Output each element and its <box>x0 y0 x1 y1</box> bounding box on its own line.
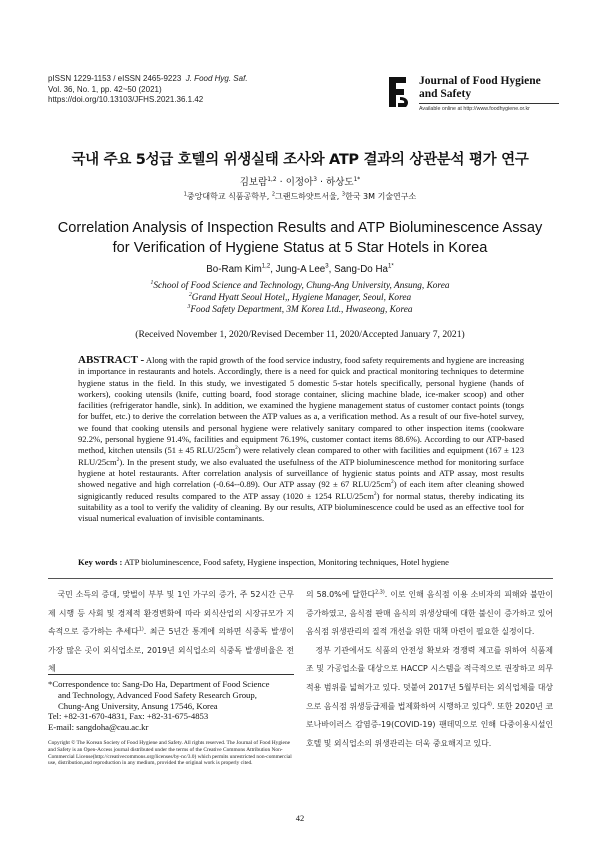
korean-affiliations: $^1$중앙대학교 식품공학부, $^2$그랜드하얏트서울, $^3$한국 3M 기술연구소 <box>183 191 417 201</box>
affiliation-3: $^3$Food Safety Department, 3M Korea Ltd., Hwaseong, Korea <box>187 303 413 315</box>
english-authors: Bo-Ram Kim$^{1,2}$, Jung-A Lee$^3$, Sang-Do $Ha^{1*}$ <box>206 263 394 275</box>
section-divider <box>48 578 553 579</box>
correspondence: *Correspondence to: Sang-Do Ha, Department of Food Science and Technology, Advanced Food Safety Research Group, Chung-Ang University, Ansung 17546, Korea Tel: +82-31-670-4831, Fax: +82-31-675-4853 E-mail: sangdoha@cau.ac.kr <box>48 679 294 733</box>
journal-logo <box>386 73 564 117</box>
journal-logo-icon <box>386 75 412 109</box>
doi-link[interactable]: https://doi.org/10.13103/JFHS.2021.36.1.42 <box>48 95 204 104</box>
korean-authors: 김보람$^{1,2}$ · 이정아$^3$ · 하상도$^{1*}$ <box>239 176 361 188</box>
issn: pISSN 1229-1153 / eISSN 2465-9223 <box>48 74 182 83</box>
korean-title: 국내 주요 5성급 호텔의 위생실태 조사와 ATP 결과의 상관분석 평가 연구 <box>71 152 529 168</box>
available-online: Available online at http://www.foodhygiene.or.kr <box>419 106 530 112</box>
received-dates: (Received November 1, 2020/Revised December 11, 2020/Accepted January 7, 2021) <box>135 329 465 340</box>
body-right-column <box>306 586 553 753</box>
keywords-label: Key words : <box>78 557 123 567</box>
journal-name-line2: and Safety <box>419 88 472 100</box>
affiliation-2: $^2$Grand Hyatt Seoul Hotel,, Hygiene Manager, Seoul, Korea <box>188 291 412 303</box>
english-title: Correlation Analysis of Inspection Results and ATP Bioluminescence Assay for Verification of Hygiene Status at 5 Star Hotels in Korea <box>57 220 543 256</box>
abstract: ABSTRACT - Along with the rapid growth of the food service industry, food safety requirements and hygiene are increasing in importance in restaurants and hotels. Accordingly, there is a need for quick and practical monitoring techniques to determine hygiene status in the field. In this study, we investigated 5 domestic 5-star hotels specifically, personal hygiene (hands of workers), cooking utensils (knife, cutting board, food storage container, slicing machine blade, ice-maker scoop) and other facilities (refrigerator handle, sink). In addition, we examined the hygiene management status of customer contact points (tongs for buffet, etc.) to derive the correlation between the ATP values as a, a verification method. As a result of our five-hotel survey, we found that cooking utensils and personal hygiene were relatively sanitary compared to other inspection items (cookware 92.2%, personal hygiene 91.4%, facilities and equipment 76.19%, customer contact items 88.6%). According to our ATP-based method, kitchen utensils (51 ± 45 RLU/$25cm^2$) were relatively clean compared to other with facilities and equipment (167 ± 123 RLU/$25cm^2$). In the present study, we also evaluated the usefulness of the ATP bioluminescence method for monitoring surface hygiene at hotel restaurants. After correlation analysis of surveillance of hygienic status points and ATP assay, most results showed negative and high correlation (-0.64--0.89). Our ATP assay (92 ± 67 RLU/$25cm^2$) of each item after cleaning showed signigicantly reduced results compared to the ATP assay (1020 ± 1254 RLU/$25cm^2$) for normal status, thereby indicating its suitability as a tool to verify the validity of cleaning. By our results, ATP bioluminescence could be used as an effective tool for visual numerical evaluation of invisible contaminants. <box>78 354 525 524</box>
journal-abbr: J. Food Hyg. Saf. <box>185 74 248 83</box>
body-left-column: 국민 소득의 증대, 맞벌이 부부 및 1인 가구의 증가, 주 52시간 근무제 시행 등 사회 및 경제적 환경변화에 따라 외식산업의 시장규모가 지속적으로 증가하는 추세다$^{1)}$. 최근 5년간 통계에 의하면 식중독 발생이 가장 많은 곳이 외식업소로, 2019년 외식업소의 식중독 발생비율은 전체 <box>48 590 294 674</box>
email: E-mail: sangdoha@cau.ac.kr <box>48 722 149 733</box>
page-number: 42 <box>295 813 305 823</box>
affiliation-1: $^1$School of Food Science and Technology, Chung-Ang University, Ansung, Korea <box>150 279 450 291</box>
volume-info: Vol. 36, No. 1, pp. 42~50 (2021) <box>48 84 162 94</box>
paragraph: 의 58.0%에 달한다$^{2,3)}$. 이로 인해 음식점 이용 소비자의 피해와 불만이 증가하였고, 음식점 판매 음식의 위생상태에 대한 불신이 증가하고 있어 음식점 위생관리의 질적 개선을 위한 대책 마련이 필요한 실정이다. <box>306 589 553 637</box>
copyright-notice: Copyright © The Korean Society of Food Hygiene and Safety. All rights reserved. The Journal of Food Hygiene and Safety is an Open-Access journal distributed under the terms of the Creative Commons Attribution Non-Commercial License(http://creativecommons.org/licenses/by-nc/3.0) which permits unrestricted non-commercial use, distribution,and reproduction in any medium, provided the original work is properly cited. <box>48 740 292 767</box>
keywords: Key words : ATP bioluminescence, Food safety, Hygiene inspection, Monitoring techniques, Hotel hygiene <box>78 557 449 567</box>
english-affiliations <box>0 281 600 316</box>
abstract-label: ABSTRACT - <box>78 354 145 366</box>
journal-name-line1: Journal of Food Hygiene <box>419 75 541 87</box>
journal-header <box>48 74 248 106</box>
paragraph: 정부 기관에서도 식품의 안전성 확보와 경쟁력 제고를 위하여 식품제조 및 가공업소를 대상으로 HACCP 시스템을 적극적으로 권장하고 의무적용 범위를 넓혀가고 있다. 덧붙여 2017년 5월부터는 외식업체를 대상으로 음식점 위생등급제를 법제화하여 시행하고 있다$^{4)}$. 또한 2020년 코로나바이러스 감염증-19(COVID-19) 팬데믹으로 인해 다중이용시설인 호텔 및 외식업소의 위생관리는 더욱 중요해지고 있다. <box>306 645 554 748</box>
footnote-divider <box>48 674 294 675</box>
logo-divider <box>419 103 559 104</box>
